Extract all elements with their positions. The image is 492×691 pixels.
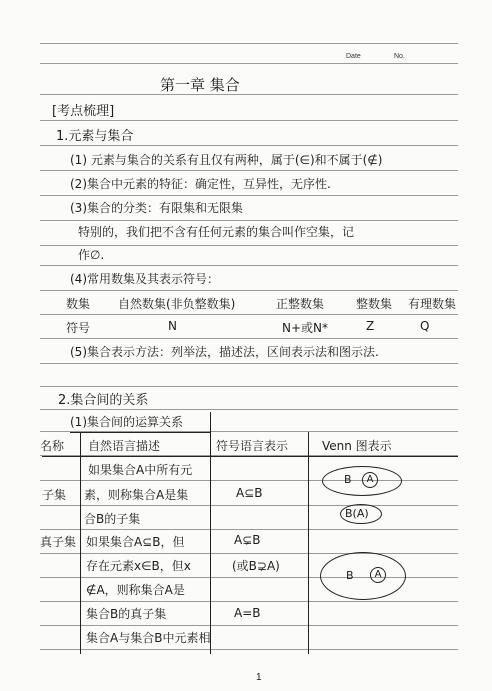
row1-name: 子集 (42, 488, 67, 502)
venn-equal-label: B(A) (345, 507, 369, 520)
row1-desc-line: 如果集合A中所有元 (88, 463, 193, 477)
venn-proper-outer-ellipse (320, 552, 406, 600)
date-label: Date (346, 53, 361, 60)
row2-desc-line: 集合B的真子集 (86, 607, 167, 621)
symbol-label: 符号 (66, 321, 91, 335)
venn-subset-outer-label: B (344, 473, 352, 486)
section-tag: [考点梳理] (52, 104, 115, 119)
sec1-item3-note1: 特别的，我们把不含有任何元素的集合叫作空集，记 (78, 225, 355, 239)
row2-desc-line: ∉A，则称集合A是 (86, 583, 185, 597)
sec1-item1: (1) 元素与集合的关系有且仅有两种，属于(∈)和不属于(∉) (70, 153, 383, 167)
row1-desc-line: 素，则称集合A是集 (84, 488, 189, 502)
table-header-venn: Venn 图表示 (322, 439, 392, 453)
page-number: 1 (256, 672, 262, 683)
sec2-sub1: (1)集合间的运算关系 (70, 415, 183, 429)
sec1-item4: (4)常用数集及其表示符号： (70, 272, 219, 286)
row2-symbol-alt: (或B⊋A) (232, 559, 280, 573)
set-name: 数集 (66, 297, 91, 311)
symbol: Q (420, 319, 430, 333)
table-header-name: 名称 (40, 439, 65, 453)
table-header-desc: 自然语言描述 (88, 439, 161, 453)
symbol: N (168, 319, 177, 333)
set-name: 自然数集(非负整数集) (118, 297, 236, 311)
sec1-item2: (2)集合中元素的特征：确定性，互异性，无序性. (70, 177, 331, 191)
sec1-item3-note2: 作∅. (78, 248, 105, 262)
symbol: N+或N* (282, 321, 329, 335)
set-name: 有理数集 (408, 297, 457, 311)
row2-desc-line: 存在元素x∈B，但x (86, 559, 191, 573)
chapter-title: 第一章 集合 (160, 76, 240, 94)
sec1-item3: (3)集合的分类：有限集和无限集 (70, 201, 243, 215)
sec2-heading: 2.集合间的关系 (58, 393, 149, 408)
row1-desc-line: 合B的子集 (84, 512, 141, 526)
set-name: 正整数集 (276, 297, 325, 311)
venn-proper-outer-label: B (346, 569, 354, 582)
venn-proper-inner-circle: A (370, 567, 386, 583)
row3-symbol: A=B (234, 606, 261, 620)
row2-symbol: A⊊B (234, 533, 261, 547)
no-label: No. (394, 53, 405, 60)
row1-symbol: A⊆B (236, 486, 263, 500)
row3-desc: 集合A与集合B中元素相 (86, 631, 211, 645)
table-header-symbol: 符号语言表示 (216, 439, 289, 453)
row2-desc-line: 如果集合A⊆B，但 (86, 535, 185, 549)
set-name: 整数集 (356, 297, 393, 311)
venn-subset-inner-circle: A (362, 472, 378, 488)
symbol: Z (366, 319, 375, 333)
row2-name: 真子集 (40, 535, 77, 549)
sec1-item5: (5)集合表示方法：列举法，描述法，区间表示法和图示法. (70, 345, 379, 359)
sec1-heading: 1.元素与集合 (56, 129, 134, 144)
